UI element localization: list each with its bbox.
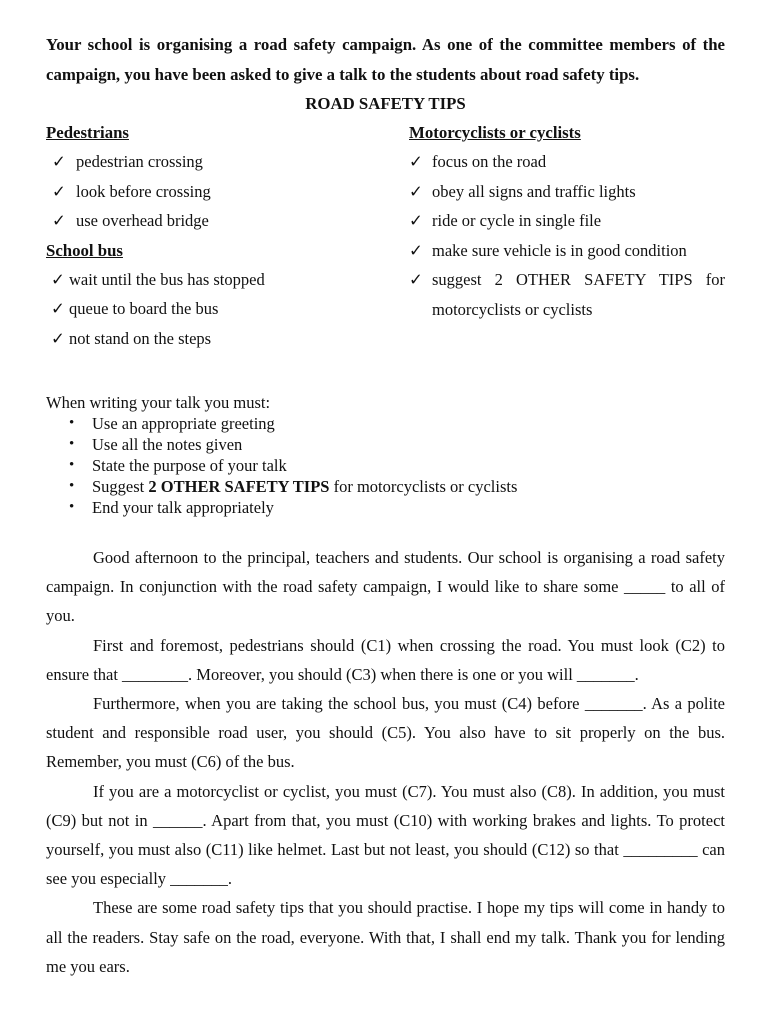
list-item: • Use all the notes given (92, 434, 725, 455)
notes-columns (46, 118, 725, 353)
checkmark-icon: ✓ (409, 152, 423, 171)
checkmark-icon: ✓ (51, 269, 65, 289)
list-item: ✓ ride or cycle in single file (409, 206, 725, 236)
list-item: ✓ obey all signs and traffic lights (409, 177, 725, 207)
paragraph: If you are a motorcyclist or cyclist, you must (C7). You must also (C8). In addition, you must (C9) but not in ______. Apart from that, you must (C10) with working brakes and lights. To protect yourself, you must also (C11) like helmet. Last but not least, you should (C12) so that _________ can see you especially _______. (46, 781, 725, 889)
checkmark-icon: ✓ (52, 181, 66, 201)
checkmark-icon: ✓ (51, 328, 65, 348)
notes-title: ROAD SAFETY TIPS (305, 94, 466, 113)
paragraph: Furthermore, when you are taking the school bus, you must (C4) before _______. As a polite student and responsible road user, you should (C5). You also have to sit properly on the bus. Remember, you must (C6) of the bus. (46, 694, 725, 772)
list-item: ✓ not stand on the steps (46, 324, 409, 354)
requirements-list (46, 413, 725, 518)
checkmark-icon: ✓ (409, 181, 423, 201)
checkmark-icon: ✓ (51, 299, 65, 318)
emphasis-text: 2 OTHER SAFETY TIPS (148, 477, 330, 496)
pedestrians-heading: Pedestrians (46, 123, 129, 142)
task-intro: Your school is organising a road safety campaign. As one of the committee members of the campaign, you have been asked to give a talk to the students about road safety tips. (46, 35, 725, 84)
paragraph: First and foremost, pedestrians should (C1) when crossing the road. You must look (C2) to ensure that ________. Moreover, you should (C3) when there is one or you will _______. (46, 635, 725, 684)
sample-talk (46, 543, 725, 981)
suggest-tips-line-2: motorcyclists or cyclists (432, 299, 593, 319)
paragraph: These are some road safety tips that you should practise. I hope my tips will come in handy to all the readers. Stay safe on the road, everyone. With that, I shall end my talk. Thank you for lending me you ears. (46, 898, 725, 976)
list-item: ✓ pedestrian crossing (46, 147, 409, 177)
checkmark-icon: ✓ (52, 152, 66, 171)
paragraph: Good afternoon to the principal, teachers and students. Our school is organising a road safety campaign. In conjunction with the road safety campaign, I would like to share some _____ to all of you. (46, 548, 725, 626)
list-item: ✓ make sure vehicle is in good condition (409, 236, 725, 266)
list-item: • Suggest 2 OTHER SAFETY TIPS for motorcyclists or cyclists (92, 476, 725, 497)
motorcyclists-heading: Motorcyclists or cyclists (409, 123, 581, 142)
list-item: ✓ look before crossing (46, 177, 409, 207)
list-item: • Use an appropriate greeting (92, 413, 725, 434)
right-column (409, 118, 725, 353)
school-bus-section (46, 236, 409, 354)
list-item: • State the purpose of your talk (92, 455, 725, 476)
checkmark-icon: ✓ (52, 211, 66, 230)
list-item: ✓ use overhead bridge (46, 206, 409, 236)
list-item: • End your talk appropriately (92, 497, 725, 518)
checkmark-icon: ✓ (409, 240, 423, 260)
checkmark-icon: ✓ (409, 211, 423, 230)
school-bus-heading: School bus (46, 240, 123, 260)
list-item: ✓ queue to board the bus (46, 294, 409, 324)
list-item: ✓ focus on the road (409, 147, 725, 177)
suggest-tips-line: suggest 2 OTHER SAFETY TIPS for (432, 270, 725, 289)
list-item (409, 265, 725, 324)
left-column (46, 118, 409, 353)
checkmark-icon: ✓ (409, 270, 423, 289)
requirements-title: When writing your talk you must: (46, 393, 271, 412)
list-item: ✓ wait until the bus has stopped (46, 265, 409, 295)
